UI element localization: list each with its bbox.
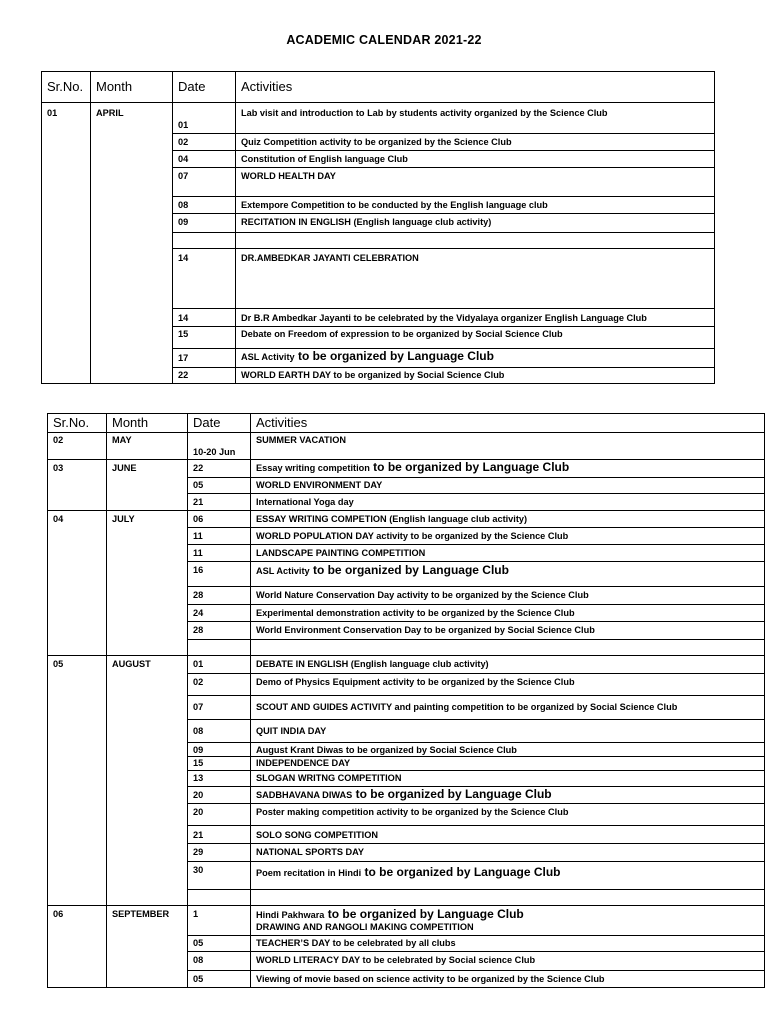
date-cell: 14: [173, 309, 236, 327]
table-row: [48, 511, 765, 528]
date-cell: 02: [173, 134, 236, 151]
activity-cell: WORLD POPULATION DAY activity to be organized by the Science Club: [251, 528, 765, 545]
date-cell: 11: [188, 545, 251, 562]
activity-cell: [251, 640, 765, 656]
activity-text-large: to be organized by Language Club: [324, 907, 524, 921]
table-header-row: [48, 414, 765, 433]
header-activities: Activities: [236, 72, 715, 103]
date-cell: 05: [188, 478, 251, 494]
date-cell: 08: [173, 197, 236, 214]
activity-text: SADBHAVANA DIWAS: [256, 790, 353, 800]
document-title: ACADEMIC CALENDAR 2021-22: [286, 33, 482, 47]
date-cell: 1: [188, 906, 251, 936]
srno-cell: 05: [48, 656, 107, 906]
activity-cell: Extempore Competition to be conducted by the English language club: [236, 197, 715, 214]
calendar-table-may-september: [47, 413, 765, 988]
activity-cell: ESSAY WRITING COMPETION (English language club activity): [251, 511, 765, 528]
date-cell: 21: [188, 494, 251, 511]
activity-text: Poem recitation in Hindi: [256, 868, 362, 878]
activity-text: Hindi Pakhwara: [256, 910, 325, 920]
activity-cell: WORLD EARTH DAY to be organized by Social Science Club: [236, 368, 715, 384]
activity-cell: Lab visit and introduction to Lab by students activity organized by the Science Club: [236, 103, 715, 134]
month-cell: AUGUST: [107, 656, 188, 906]
date-cell: 28: [188, 622, 251, 640]
date-cell: 28: [188, 587, 251, 605]
activity-text-large: to be organized by Language Club: [352, 787, 552, 801]
date-cell: 04: [173, 151, 236, 168]
table-row: [48, 433, 765, 460]
activity-cell: International Yoga day: [251, 494, 765, 511]
date-cell: 15: [188, 757, 251, 771]
month-cell: APRIL: [91, 103, 173, 384]
activity-cell: Dr B.R Ambedkar Jayanti to be celebrated by the Vidyalaya organizer English Language Club: [236, 309, 715, 327]
month-cell: MAY: [107, 433, 188, 460]
date-cell: 07: [188, 696, 251, 720]
activity-cell: LANDSCAPE PAINTING COMPETITION: [251, 545, 765, 562]
date-cell: 29: [188, 844, 251, 862]
activity-cell: WORLD ENVIRONMENT DAY: [251, 478, 765, 494]
date-cell: 22: [188, 460, 251, 478]
header-date: Date: [188, 414, 251, 433]
table-header-row: [42, 72, 715, 103]
month-cell: SEPTEMBER: [107, 906, 188, 988]
date-cell: 30: [188, 862, 251, 890]
date-cell: 20: [188, 804, 251, 826]
date-cell: 11: [188, 528, 251, 545]
date-cell: 21: [188, 826, 251, 844]
date-cell: 17: [173, 349, 236, 368]
activity-cell: NATIONAL SPORTS DAY: [251, 844, 765, 862]
date-cell: 08: [188, 952, 251, 971]
activity-text-large: to be organized by Language Club: [361, 865, 561, 879]
activity-cell: DR.AMBEDKAR JAYANTI CELEBRATION: [236, 249, 715, 309]
activity-cell: August Krant Diwas to be organized by Social Science Club: [251, 743, 765, 757]
srno-cell: 01: [42, 103, 91, 384]
date-cell: 15: [173, 327, 236, 349]
date-cell: 07: [173, 168, 236, 197]
activity-text-line2: DRAWING AND RANGOLI MAKING COMPETITION: [256, 922, 474, 932]
date-cell: 08: [188, 720, 251, 743]
date-cell: 13: [188, 771, 251, 787]
activity-text: Essay writing competition: [256, 463, 370, 473]
date-cell: 01: [173, 103, 236, 134]
header-srno: Sr.No.: [42, 72, 91, 103]
date-cell: 05: [188, 971, 251, 988]
header-date: Date: [173, 72, 236, 103]
srno-cell: 02: [48, 433, 107, 460]
activity-cell: Viewing of movie based on science activity to be organized by the Science Club: [251, 971, 765, 988]
date-cell: 01: [188, 656, 251, 674]
date-cell: [173, 233, 236, 249]
activity-cell: Constitution of English language Club: [236, 151, 715, 168]
activity-cell: [236, 349, 715, 368]
activity-cell: [251, 890, 765, 906]
date-cell: 02: [188, 674, 251, 696]
calendar-table-april: [41, 71, 715, 384]
srno-cell: 06: [48, 906, 107, 988]
header-month: Month: [91, 72, 173, 103]
date-cell: 06: [188, 511, 251, 528]
activity-cell: [251, 862, 765, 890]
activity-cell: Demo of Physics Equipment activity to be organized by the Science Club: [251, 674, 765, 696]
activity-text-large: to be organized by Language Club: [309, 563, 509, 577]
table-row: [42, 103, 715, 134]
table-row: [48, 656, 765, 674]
header-month: Month: [107, 414, 188, 433]
activity-cell: Quiz Competition activity to be organized by the Science Club: [236, 134, 715, 151]
activity-text-large: to be organized by Language Club: [294, 349, 494, 363]
activity-cell: WORLD HEALTH DAY: [236, 168, 715, 197]
activity-cell: [251, 787, 765, 804]
activity-cell: [236, 233, 715, 249]
date-cell: 24: [188, 605, 251, 622]
activity-cell: TEACHER’S DAY to be celebrated by all clubs: [251, 936, 765, 952]
srno-cell: 04: [48, 511, 107, 656]
srno-cell: 03: [48, 460, 107, 511]
activity-cell: Poster making competition activity to be organized by the Science Club: [251, 804, 765, 826]
activity-cell: SOLO SONG COMPETITION: [251, 826, 765, 844]
activity-cell: SCOUT AND GUIDES ACTIVITY and painting competition to be organized by Social Science Club: [251, 696, 765, 720]
date-cell: [188, 890, 251, 906]
date-cell: 10-20 Jun: [188, 433, 251, 460]
activity-cell: [251, 906, 765, 936]
date-cell: 05: [188, 936, 251, 952]
activity-cell: [251, 562, 765, 587]
activity-text: ASL Activity: [241, 352, 295, 362]
table-row: [48, 906, 765, 936]
activity-cell: RECITATION IN ENGLISH (English language club activity): [236, 214, 715, 233]
activity-cell: Experimental demonstration activity to be organized by the Science Club: [251, 605, 765, 622]
activity-cell: DEBATE IN ENGLISH (English language club activity): [251, 656, 765, 674]
date-cell: 14: [173, 249, 236, 309]
activity-cell: SUMMER VACATION: [251, 433, 765, 460]
month-cell: JULY: [107, 511, 188, 656]
date-cell: 16: [188, 562, 251, 587]
header-activities: Activities: [251, 414, 765, 433]
activity-cell: Debate on Freedom of expression to be organized by Social Science Club: [236, 327, 715, 349]
date-cell: [188, 640, 251, 656]
header-srno: Sr.No.: [48, 414, 107, 433]
activity-cell: [251, 460, 765, 478]
table-row: [48, 460, 765, 478]
activity-cell: World Environment Conservation Day to be organized by Social Science Club: [251, 622, 765, 640]
activity-cell: WORLD LITERACY DAY to be celebrated by Social science Club: [251, 952, 765, 971]
activity-text-large: to be organized by Language Club: [369, 460, 570, 474]
activity-text: ASL Activity: [256, 566, 310, 576]
date-cell: 09: [173, 214, 236, 233]
date-cell: 20: [188, 787, 251, 804]
date-cell: 22: [173, 368, 236, 384]
activity-cell: INDEPENDENCE DAY: [251, 757, 765, 771]
month-cell: JUNE: [107, 460, 188, 511]
activity-cell: World Nature Conservation Day activity to be organized by the Science Club: [251, 587, 765, 605]
activity-cell: SLOGAN WRITNG COMPETITION: [251, 771, 765, 787]
activity-cell: QUIT INDIA DAY: [251, 720, 765, 743]
date-cell: 09: [188, 743, 251, 757]
